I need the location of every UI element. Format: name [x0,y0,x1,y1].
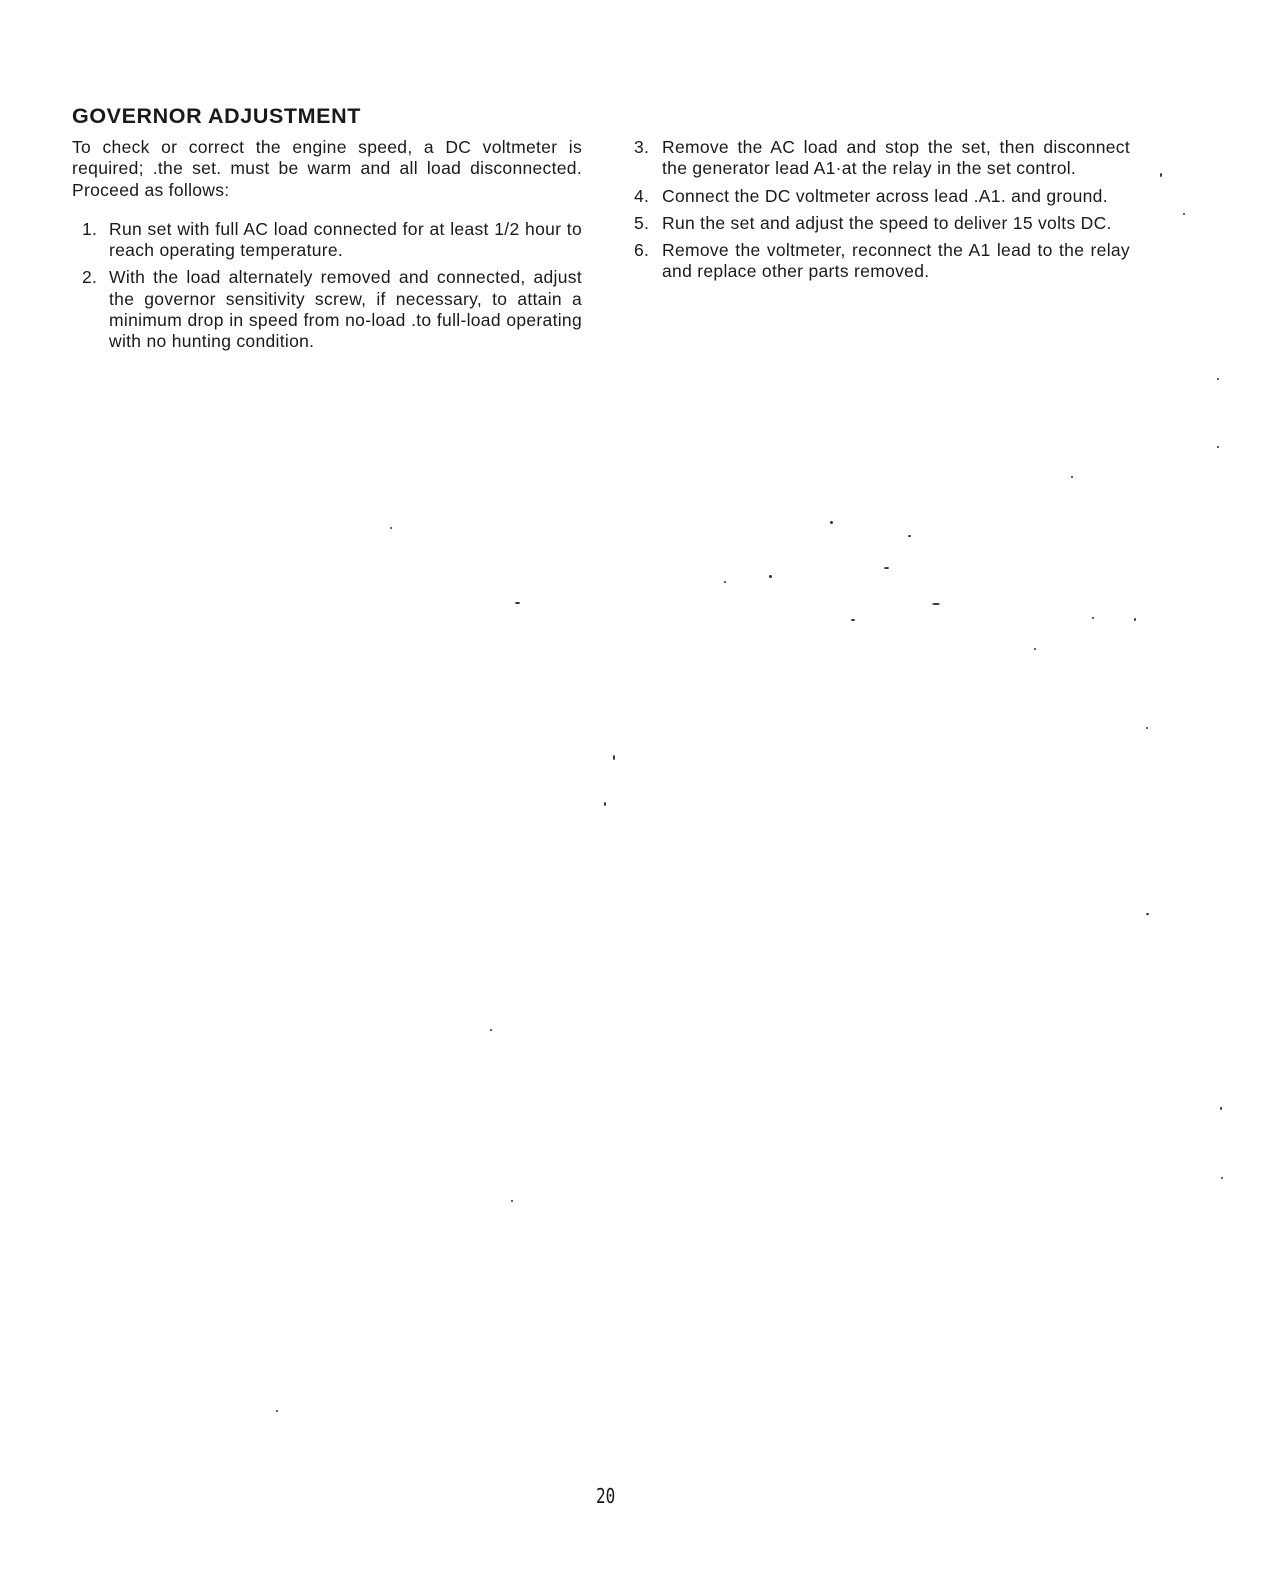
speck [511,1200,513,1202]
steps-list-left [72,219,582,353]
speck [1183,213,1185,215]
step-text: Run set with full AC load connected for at least 1/2 hour to reach operating temperature. [109,218,582,261]
speck [724,581,726,583]
speck [390,527,392,529]
section-heading: GOVERNOR ADJUSTMENT [72,104,361,128]
speck [1071,476,1073,478]
speck [769,575,772,578]
speck [1221,1177,1223,1179]
step-text: Connect the DC voltmeter across lead .A1. and ground. [662,185,1108,206]
speck [604,802,606,806]
speck [884,567,889,569]
speck [1034,648,1036,650]
speck [1217,378,1219,380]
step-text: Remove the voltmeter, reconnect the A1 lead to the relay and replace other parts removed. [662,240,1130,282]
speck [851,619,855,621]
speck [830,521,833,524]
step-number: 4. [634,185,650,206]
speck [613,755,615,760]
step-item [72,219,582,262]
step-number: 1. [82,218,98,239]
speck [1160,173,1162,177]
step-item [72,267,582,352]
step-item [634,186,1130,207]
step-number: 6. [634,240,650,261]
step-text: Remove the AC load and stop the set, then disconnect the generator lead A1·at the relay in the set control. [662,137,1130,179]
speck [908,535,911,537]
left-column [72,137,582,359]
speck [276,1410,278,1412]
speck [1220,1107,1222,1110]
right-column [634,137,1130,289]
step-number: 3. [634,137,650,157]
step-item [634,213,1130,234]
step-number: 5. [634,212,650,233]
step-number: 2. [82,267,98,288]
step-item [634,240,1130,283]
step-item [634,137,1130,180]
speck [932,603,940,605]
steps-list-right [634,137,1130,283]
page-number: 20 [596,1484,616,1508]
speck [1134,618,1136,621]
speck [1146,913,1149,915]
intro-paragraph: To check or correct the engine speed, a DC voltmeter is required; .the set. must be warm and all load disconnected. Proceed as follows: [72,137,582,200]
speck [1146,727,1148,729]
speck [1092,617,1094,619]
step-text: With the load alternately removed and connected, adjust the governor sensitivity screw, if necessary, to attain a minimum drop in speed from no-load .to full-load operating with no hunting condition. [109,267,582,352]
speck [490,1029,492,1031]
step-text: Run the set and adjust the speed to deliver 15 volts DC. [662,212,1112,233]
speck [1217,446,1219,448]
speck [515,602,520,604]
